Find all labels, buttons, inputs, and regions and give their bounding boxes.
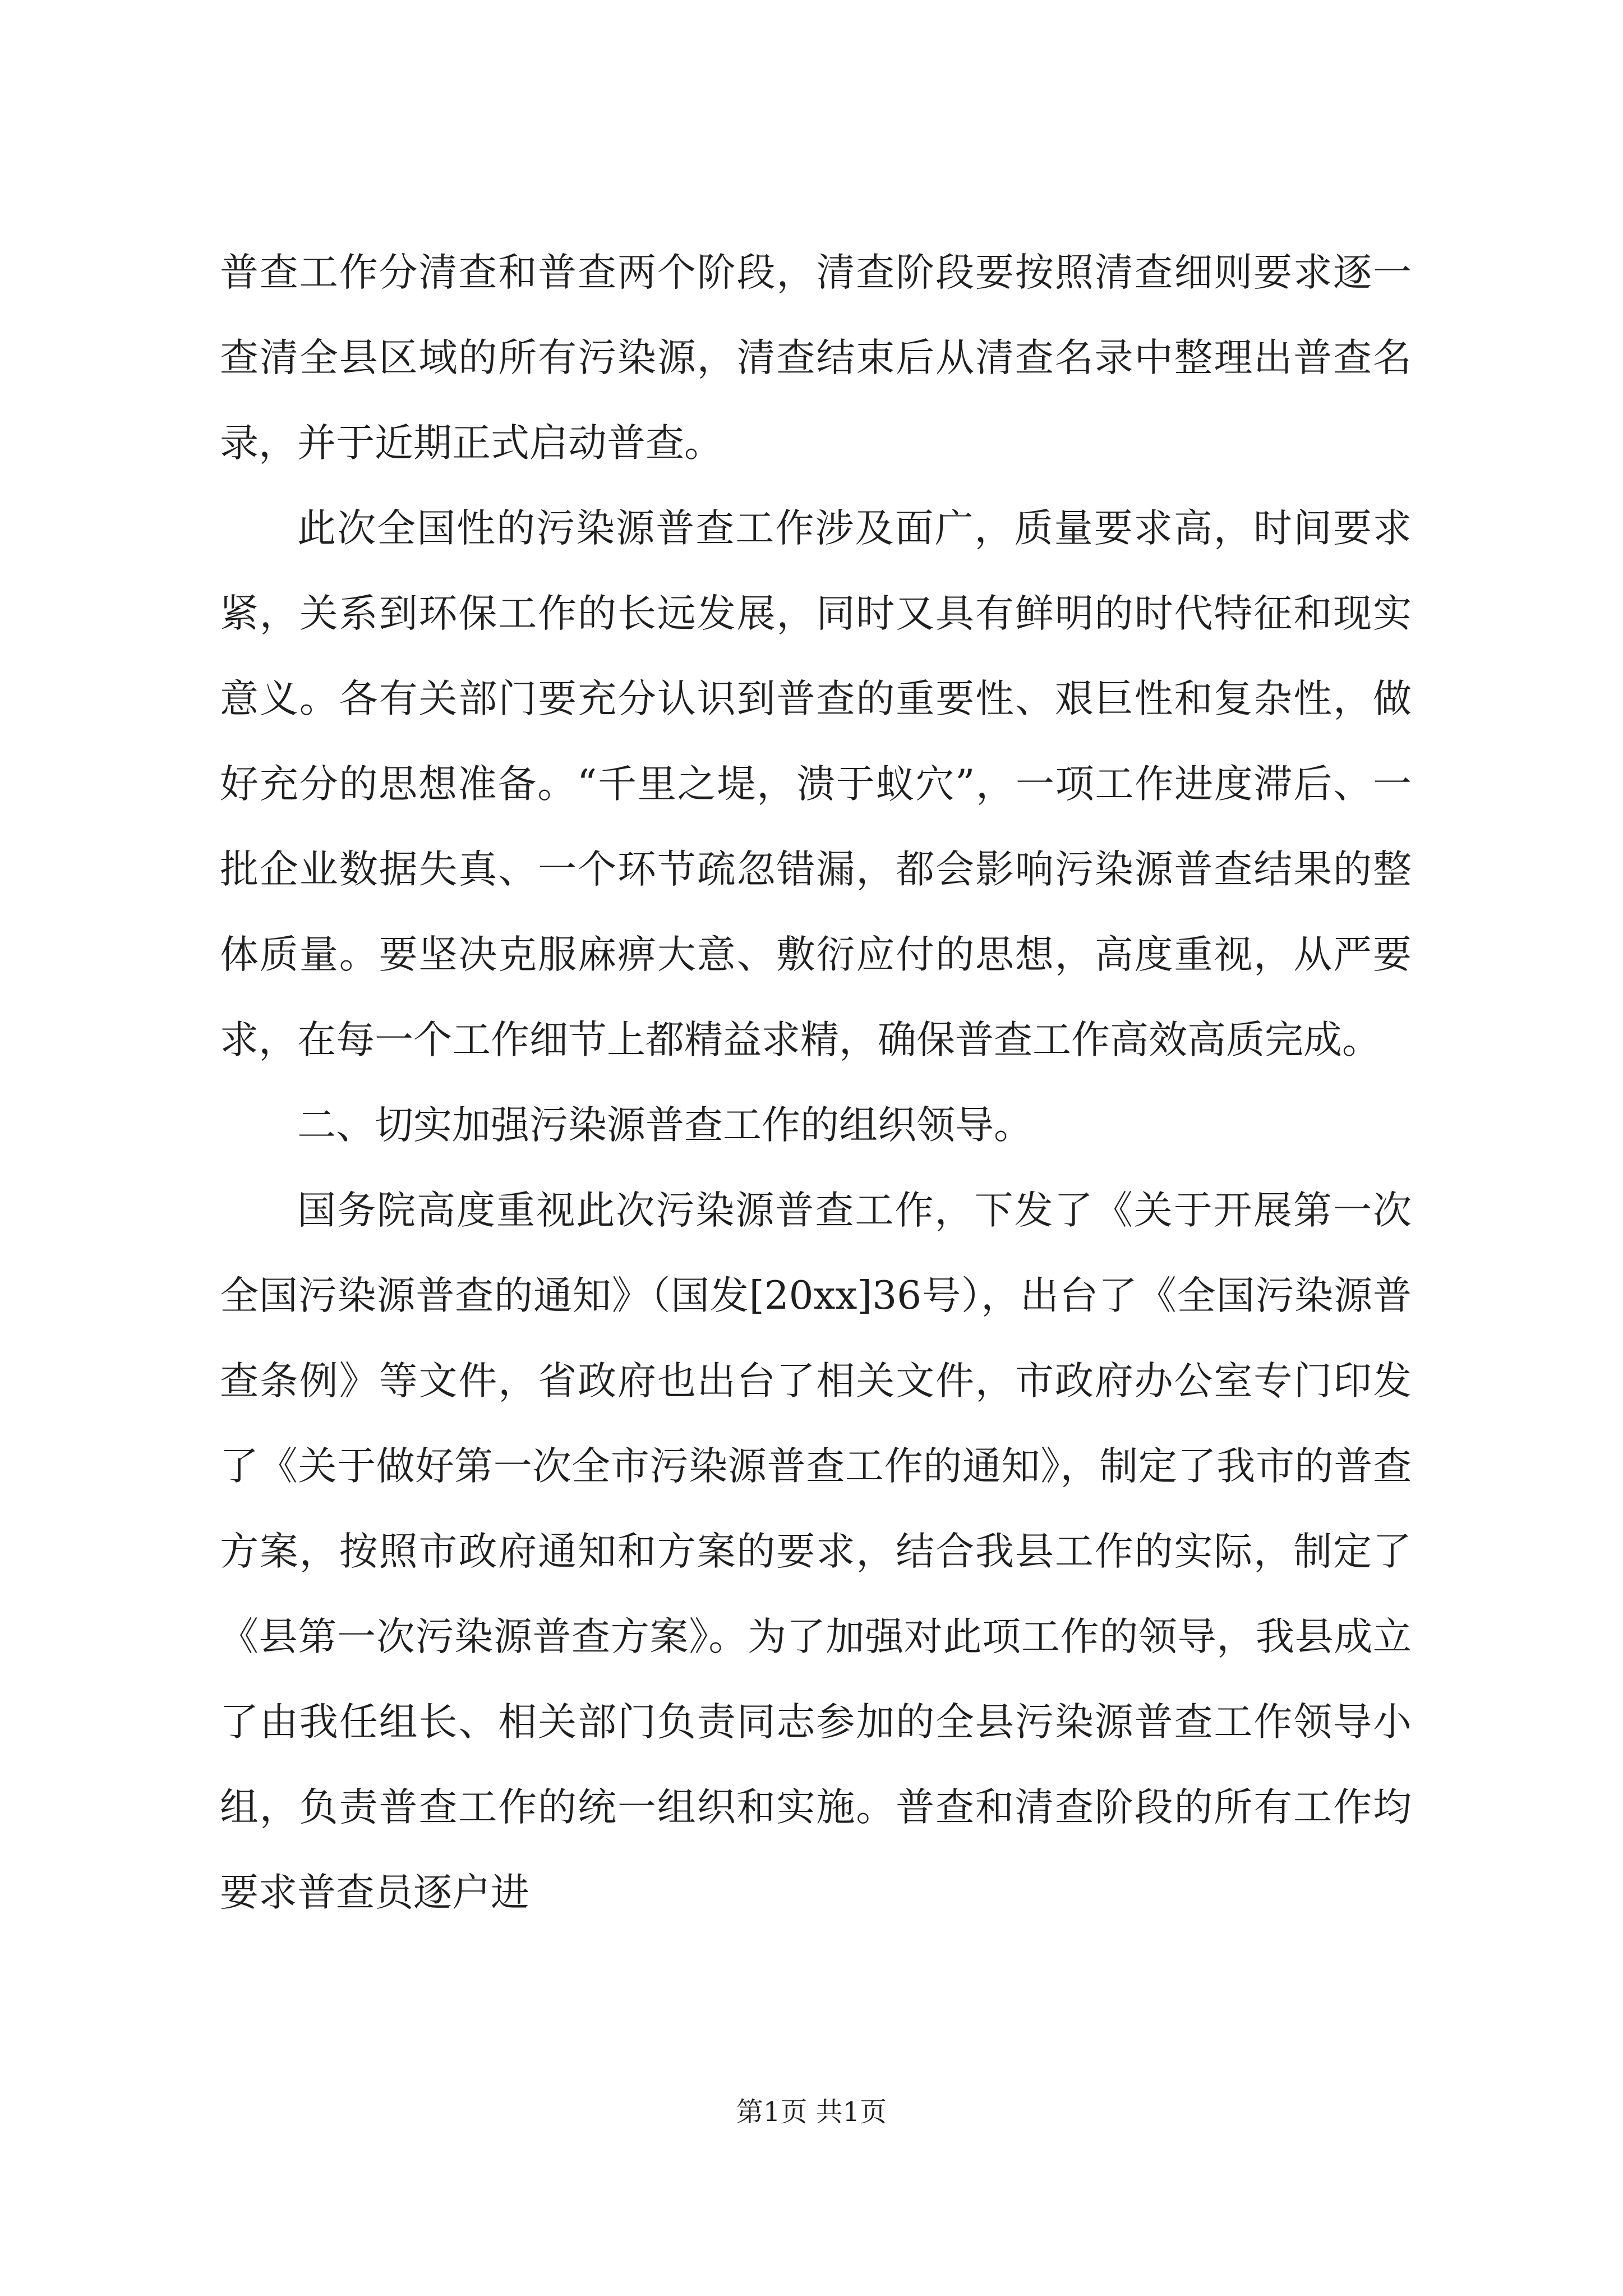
page-footer: 第1页 共1页 — [736, 2096, 887, 2128]
paragraph-2: 此次全国性的污染源普查工作涉及面广，质量要求高，时间要求紧，关系到环保工作的长远发展，同时又具有鲜明的时代特征和现实意义。各有关部门要充分认识到普查的重要性、艰巨性和复杂性，做好充分的思想准备。“千里之堤，溃于蚁穴”，一项工作进度滞后、一批企业数据失真、一个环节疏忽错漏，都会影响污染源普查结果的整体质量。要坚决克服麻痹大意、敷衍应付的思想，高度重视，从严要求，在每一个工作细节上都精益求精，确保普查工作高效高质完成。 — [220, 506, 1412, 1062]
document-body — [220, 230, 1412, 1935]
paragraph-3: 国务院高度重视此次污染源普查工作，下发了《关于开展第一次全国污染源普查的通知》（国发[20xx]36号），出台了《全国污染源普查条例》等文件，省政府也出台了相关文件，市政府办公室专门印发了《关于做好第一次全市污染源普查工作的通知》，制定了我市的普查方案，按照市政府通知和方案的要求，结合我县工作的实际，制定了《县第一次污染源普查方案》。为了加强对此项工作的领导，我县成立了由我任组长、相关部门负责同志参加的全县污染源普查工作领导小组，负责普查工作的统一组织和实施。普查和清查阶段的所有工作均要求普查员逐户进 — [220, 1188, 1412, 1915]
section-heading: 二、切实加强污染源普查工作的组织领导。 — [297, 1103, 1032, 1148]
paragraph-1: 普查工作分清查和普查两个阶段，清查阶段要按照清查细则要求逐一查清全县区域的所有污染源，清查结束后从清查名录中整理出普查名录，并于近期正式启动普查。 — [220, 250, 1412, 466]
